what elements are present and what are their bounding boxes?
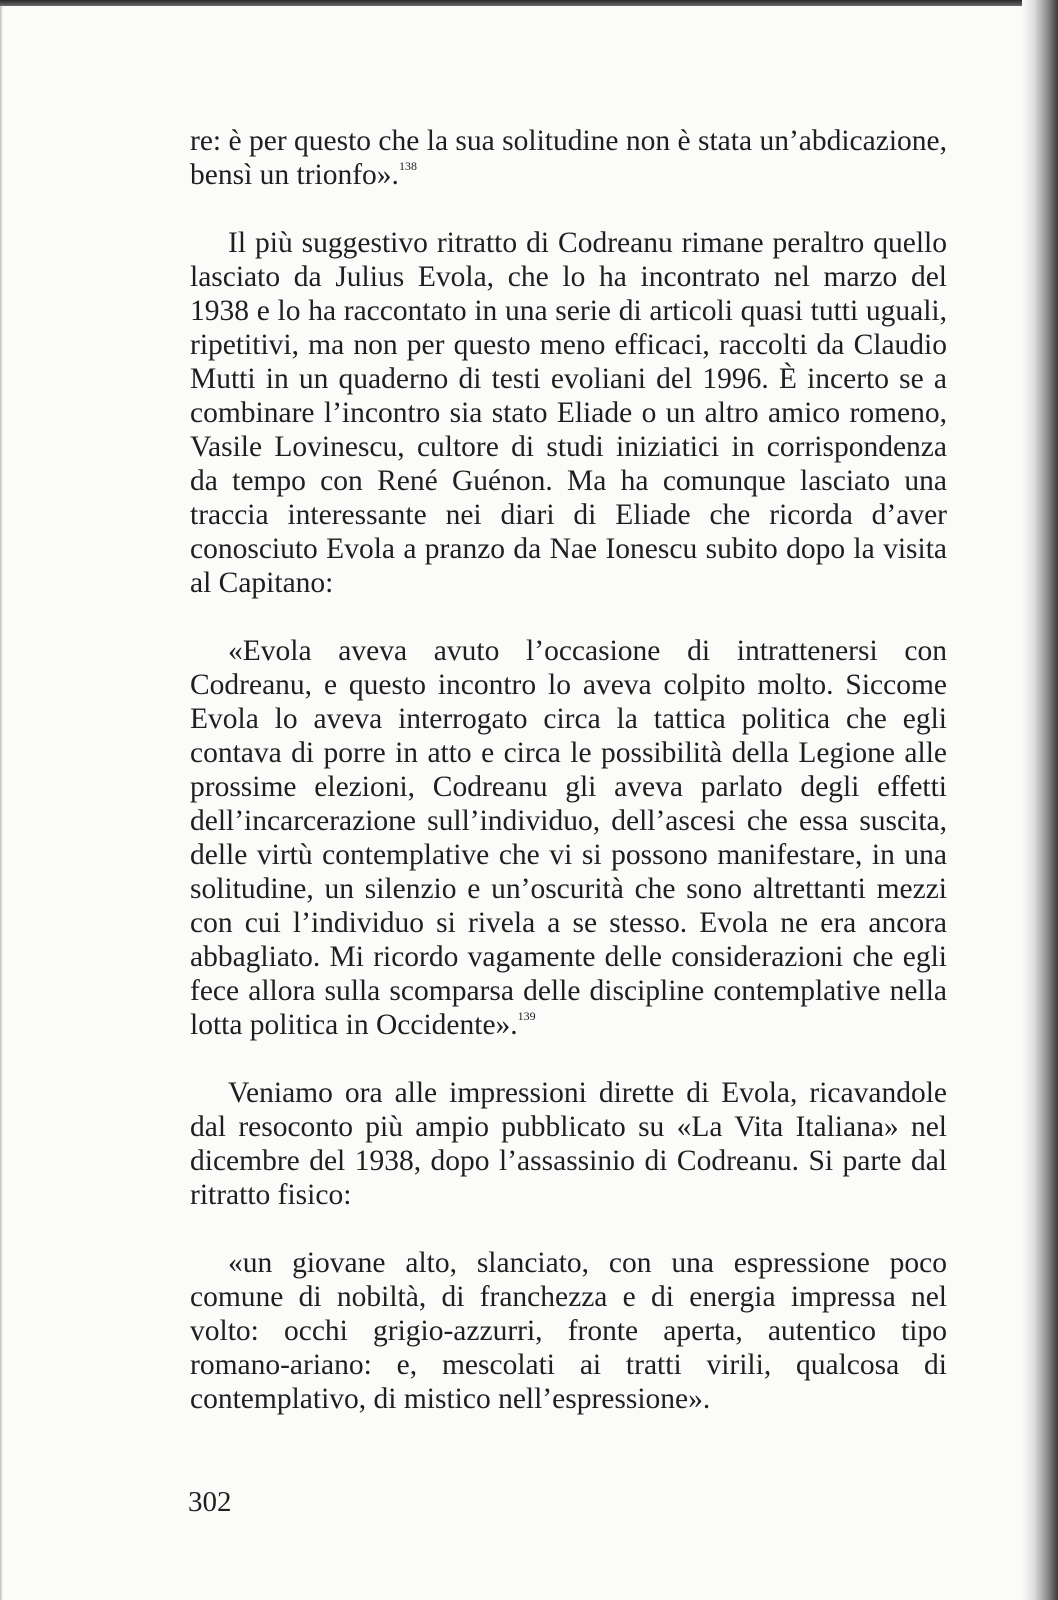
paragraph-evola-impressions: Veniamo ora alle impressioni dirette di Evola, ricavandole dal resoconto più ampio pubblicato su «La Vita Italiana» nel dicembre del 1938, dopo l’assassinio di Codreanu. Si parte dal ritratto fisico:: [190, 1077, 947, 1211]
page-left-edge: [0, 6, 3, 1600]
paragraph-gap: [190, 1042, 947, 1076]
book-gutter-shadow: [1022, 0, 1058, 1600]
quote-eliade-diary: «Evola aveva avuto l’occasione di intrattenersi con Codreanu, e questo incontro lo aveva colpito molto. Siccome Evola lo aveva interrogato circa la tattica politica che egli contava di porre in atto e circa le possibilità della Legione alle prossime elezioni, Codreanu gli aveva parlato degli effetti dell’incarcerazione sull’individuo, dell’ascesi che essa suscita, delle virtù contemplative che vi si possono manifestare, in una solitudine, un silenzio e un’oscurità che sono altrettanti mezzi con cui l’individuo si rivela a se stesso. Evola ne era ancora abbagliato. Mi ricordo vagamente delle considerazioni che egli fece allora sulla scomparsa delle discipline contemplative nella lotta politica in Occidente».$^{139}$: [190, 635, 947, 1041]
paragraph-gap: [190, 192, 947, 226]
paragraph-gap: [190, 600, 947, 634]
quote-physical-portrait: «un giovane alto, slanciato, con una espressione poco comune di nobiltà, di franchezza e di energia impressa nel volto: occhi grigio-azzurri, fronte aperta, autentico tipo romano-ariano: e, mescolati ai tratti virili, qualcosa di contemplativo, di mistico nell’espressione».: [190, 1247, 947, 1415]
page-number: 302: [188, 1486, 232, 1518]
footnote-ref-139: 139: [517, 1009, 536, 1023]
page-top-shadow: [0, 0, 1045, 6]
footnote-ref-138: 138: [398, 159, 417, 173]
paragraph-continuation: re: è per questo che la sua solitudine non è stata un’abdicazione, bensì un trionfo».$^{138}$: [190, 125, 947, 191]
paragraph-gap: [190, 1212, 947, 1246]
paragraph-evola-portrait: Il più suggestivo ritratto di Codreanu rimane peraltro quello lasciato da Julius Evola, che lo ha incontrato nel marzo del 1938 e lo ha raccontato in una serie di articoli quasi tutti uguali, ripetitivi, ma non per questo meno efficaci, raccolti da Claudio Mutti in un quaderno di testi evoliani del 1996. È incerto se a combinare l’incontro sia stato Eliade o un altro amico romeno, Vasile Lovinescu, cultore di studi iniziatici in corrispondenza da tempo con René Guénon. Ma ha comunque lasciato una traccia interessante nei diari di Eliade che ricorda d’aver conosciuto Evola a pranzo da Nae Ionescu subito dopo la visita al Capitano:: [190, 227, 947, 599]
body-text: [190, 124, 947, 1416]
